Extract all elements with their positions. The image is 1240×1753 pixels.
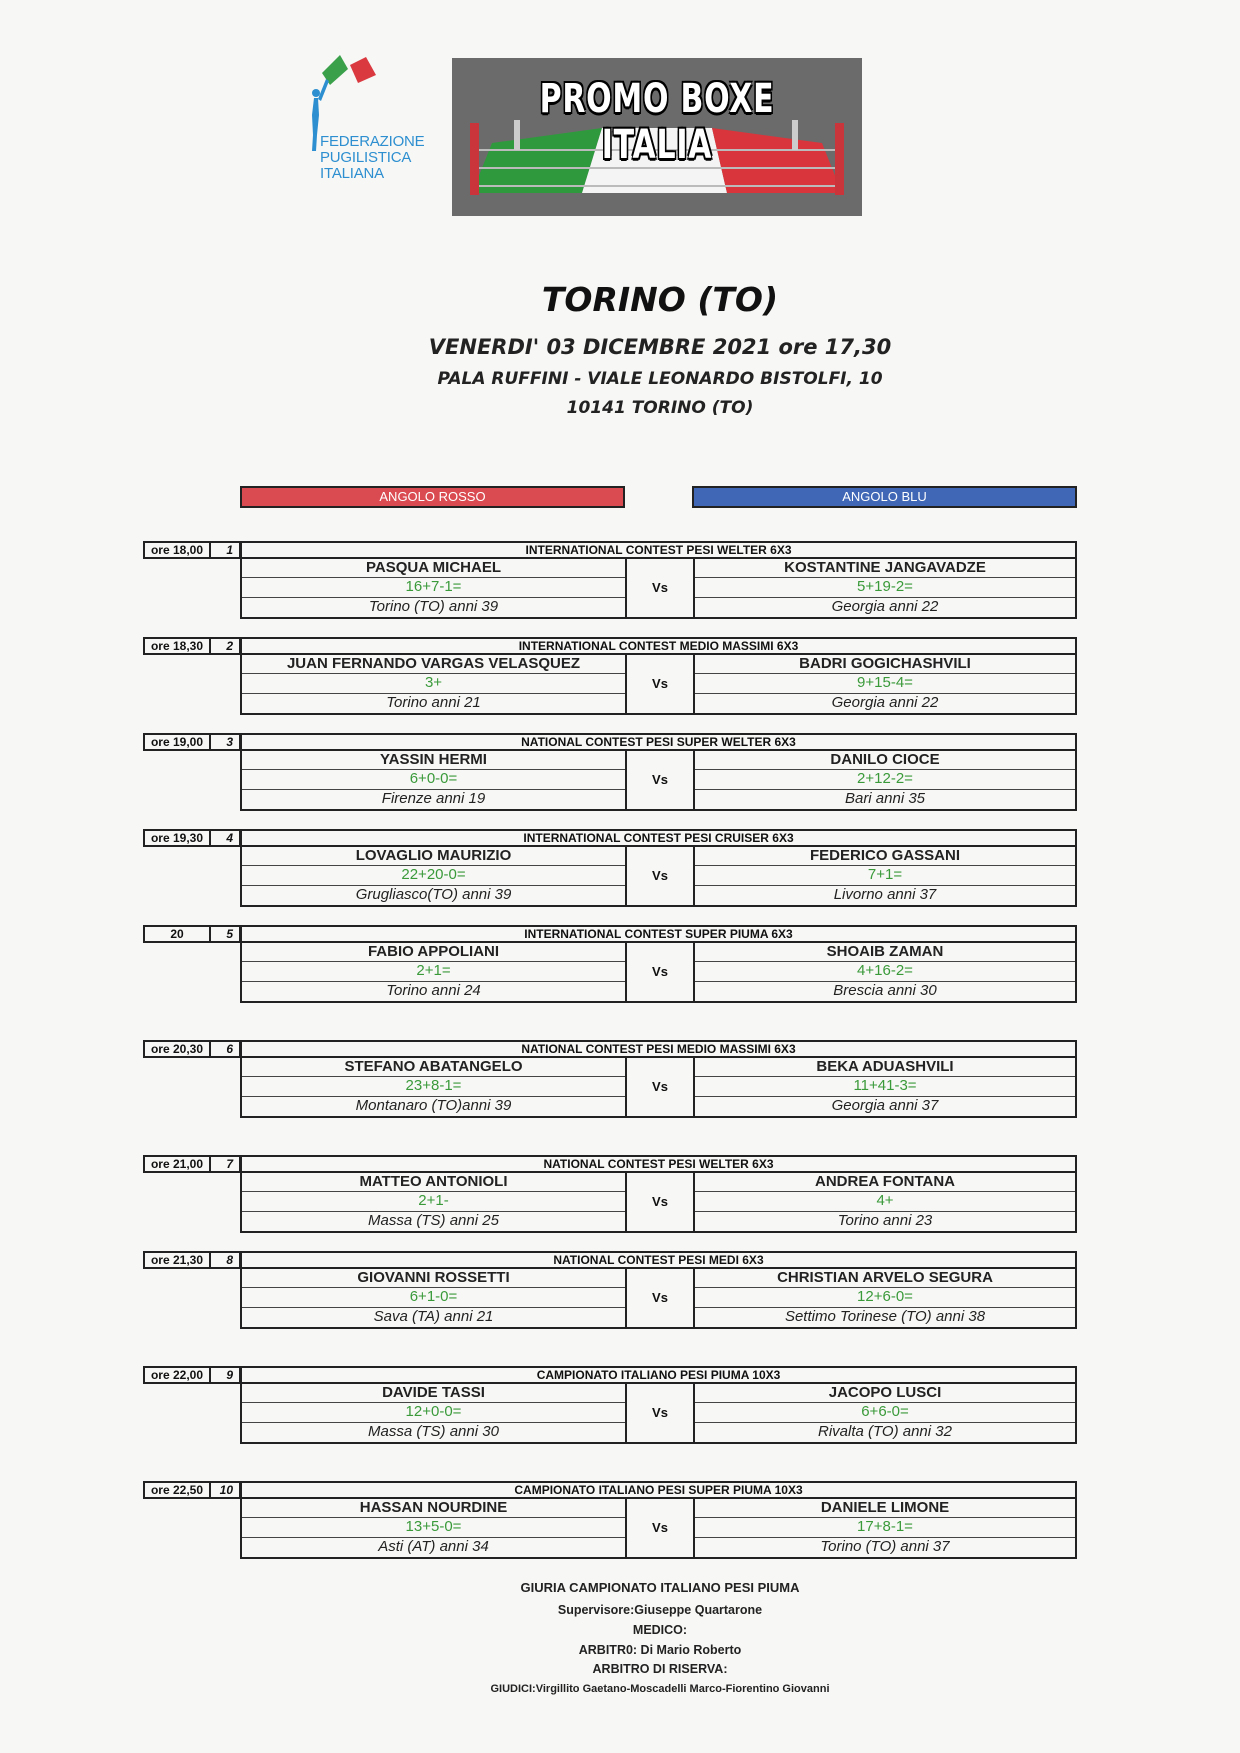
fighter-name: HASSAN NOURDINE: [242, 1499, 625, 1518]
fpi-text-line: ITALIANA: [320, 165, 384, 182]
red-fighter: [242, 1058, 627, 1116]
bout-time: ore 20,30: [143, 1040, 211, 1058]
jury-reserve-referee: ARBITRO DI RISERVA:: [592, 1662, 728, 1676]
fighter-name: LOVAGLIO MAURIZIO: [242, 847, 625, 866]
bout-category: NATIONAL CONTEST PESI SUPER WELTER 6X3: [240, 733, 1077, 751]
fighter-origin: Montanaro (TO)anni 39: [355, 1096, 512, 1114]
vs-label: Vs: [652, 676, 668, 691]
vs-label: Vs: [652, 1290, 668, 1305]
blue-fighter: [693, 655, 1075, 713]
red-fighter: [242, 943, 627, 1001]
blue-fighter: [693, 847, 1075, 905]
bout-time: ore 21,00: [143, 1155, 211, 1173]
red-fighter: [242, 655, 627, 713]
bout-category: CAMPIONATO ITALIANO PESI PIUMA 10X3: [240, 1366, 1077, 1384]
fighter-name: BADRI GOGICHASHVILI: [695, 655, 1075, 674]
bout-row: [143, 1481, 1077, 1561]
bout-row: [143, 1366, 1077, 1446]
bout-category: NATIONAL CONTEST PESI WELTER 6X3: [240, 1155, 1077, 1173]
jury-referee: ARBITR0: Di Mario Roberto: [578, 1643, 742, 1657]
fighter-name: MATTEO ANTONIOLI: [242, 1173, 625, 1192]
fighter-origin: Georgia anni 22: [831, 693, 939, 711]
fighter-name: PASQUA MICHAEL: [242, 559, 625, 578]
red-fighter: [242, 847, 627, 905]
blue-fighter: [693, 1499, 1075, 1557]
fighter-record: 16+7-1=: [242, 578, 625, 597]
vs-label: Vs: [652, 1079, 668, 1094]
bout-row: [143, 1251, 1077, 1331]
blue-fighter: [693, 943, 1075, 1001]
event-date: VENERDI' 03 DICEMBRE 2021 ore 17,30: [428, 335, 892, 359]
bout-number: 2: [209, 637, 241, 655]
bout-category: CAMPIONATO ITALIANO PESI SUPER PIUMA 10X3: [240, 1481, 1077, 1499]
fpi-text-line: PUGILISTICA: [320, 149, 412, 166]
bout-row: [143, 1155, 1077, 1235]
bout-time: ore 22,00: [143, 1366, 211, 1384]
bout-row: [143, 925, 1077, 1005]
bout-time: ore 18,30: [143, 637, 211, 655]
bout-number: 10: [209, 1481, 241, 1499]
fighter-record: 7+1=: [695, 866, 1075, 885]
bout-grid: [240, 1171, 1077, 1233]
bout-grid: [240, 845, 1077, 907]
bout-time: ore 18,00: [143, 541, 211, 559]
fighter-origin: Livorno anni 37: [833, 885, 937, 903]
vs-label: Vs: [652, 580, 668, 595]
fighter-origin: Rivalta (TO) anni 32: [818, 1422, 952, 1440]
fighter-record: 22+20-0=: [242, 866, 625, 885]
jury-title: GIURIA CAMPIONATO ITALIANO PESI PIUMA: [520, 1580, 800, 1595]
bout-category: NATIONAL CONTEST PESI MEDI 6X3: [240, 1251, 1077, 1269]
fighter-record: 3+: [242, 674, 625, 693]
bout-grid: [240, 653, 1077, 715]
fighter-record: 4+16-2=: [695, 962, 1075, 981]
fighter-origin: Firenze anni 19: [381, 789, 486, 807]
fighter-name: DANIELE LIMONE: [695, 1499, 1075, 1518]
blue-fighter: [693, 1058, 1075, 1116]
fighter-name: KOSTANTINE JANGAVADZE: [695, 559, 1075, 578]
fighter-name: FABIO APPOLIANI: [242, 943, 625, 962]
blue-fighter: [693, 1384, 1075, 1442]
fighter-name: ANDREA FONTANA: [695, 1173, 1075, 1192]
fighter-record: 12+0-0=: [242, 1403, 625, 1422]
pbi-title: PROMO BOXE ITALIA: [539, 76, 775, 168]
fighter-record: 2+1-: [242, 1192, 625, 1211]
fighter-record: 6+0-0=: [242, 770, 625, 789]
bout-number: 1: [209, 541, 241, 559]
fighter-name: YASSIN HERMI: [242, 751, 625, 770]
fighter-name: FEDERICO GASSANI: [695, 847, 1075, 866]
fighter-record: 13+5-0=: [242, 1518, 625, 1537]
bout-category: NATIONAL CONTEST PESI MEDIO MASSIMI 6X3: [240, 1040, 1077, 1058]
bout-number: 3: [209, 733, 241, 751]
vs-label: Vs: [652, 1194, 668, 1209]
fpi-text-line: FEDERAZIONE: [320, 133, 425, 150]
fighter-origin: Georgia anni 37: [831, 1096, 939, 1114]
vs-label: Vs: [652, 868, 668, 883]
fighter-origin: Massa (TS) anni 30: [368, 1422, 499, 1440]
red-fighter: [242, 1173, 627, 1231]
fighter-record: 2+1=: [242, 962, 625, 981]
promo-boxe-italia-logo: [452, 58, 862, 216]
red-fighter: [242, 1384, 627, 1442]
bout-grid: [240, 1056, 1077, 1118]
fighter-name: DAVIDE TASSI: [242, 1384, 625, 1403]
fighter-origin: Torino (TO) anni 37: [820, 1537, 950, 1555]
bout-grid: [240, 749, 1077, 811]
blue-fighter: [693, 751, 1075, 809]
blue-corner-label: ANGOLO BLU: [692, 486, 1077, 508]
bout-number: 4: [209, 829, 241, 847]
fighter-record: 4+: [695, 1192, 1075, 1211]
bout-time: ore 19,00: [143, 733, 211, 751]
event-title: TORINO (TO): [541, 280, 779, 319]
bout-time: 20: [143, 925, 211, 943]
fighter-record: 17+8-1=: [695, 1518, 1075, 1537]
fighter-origin: Georgia anni 22: [831, 597, 939, 615]
bout-row: [143, 733, 1077, 813]
blue-fighter: [693, 1173, 1075, 1231]
bout-category: INTERNATIONAL CONTEST MEDIO MASSIMI 6X3: [240, 637, 1077, 655]
bout-grid: [240, 1267, 1077, 1329]
vs-label: Vs: [652, 1520, 668, 1535]
fighter-record: 12+6-0=: [695, 1288, 1075, 1307]
blue-fighter: [693, 1269, 1075, 1327]
fighter-record: 5+19-2=: [695, 578, 1075, 597]
vs-label: Vs: [652, 772, 668, 787]
bout-grid: [240, 1382, 1077, 1444]
red-fighter: [242, 1499, 627, 1557]
red-fighter: [242, 1269, 627, 1327]
fighter-origin: Bari anni 35: [844, 789, 926, 807]
fighter-name: BEKA ADUASHVILI: [695, 1058, 1075, 1077]
fighter-origin: Asti (AT) anni 34: [378, 1537, 489, 1555]
jury-supervisor: Supervisore:Giuseppe Quartarone: [557, 1603, 763, 1617]
fighter-record: 11+41-3=: [695, 1077, 1075, 1096]
bout-category: INTERNATIONAL CONTEST SUPER PIUMA 6X3: [240, 925, 1077, 943]
fighter-origin: Settimo Torinese (TO) anni 38: [784, 1307, 986, 1325]
bout-number: 6: [209, 1040, 241, 1058]
fighter-record: 6+1-0=: [242, 1288, 625, 1307]
fighter-origin: Brescia anni 30: [833, 981, 937, 999]
bout-number: 7: [209, 1155, 241, 1173]
fighter-name: DANILO CIOCE: [695, 751, 1075, 770]
fpi-logo-text: [320, 134, 424, 182]
event-venue: PALA RUFFINI - VIALE LEONARDO BISTOLFI, 10: [437, 369, 883, 389]
fighter-origin: Torino anni 21: [386, 693, 481, 711]
bout-number: 9: [209, 1366, 241, 1384]
bout-grid: [240, 1497, 1077, 1559]
fighter-origin: Torino anni 24: [386, 981, 481, 999]
fighter-name: JUAN FERNANDO VARGAS VELASQUEZ: [242, 655, 625, 674]
jury-doctor: MEDICO:: [632, 1623, 688, 1637]
bout-time: ore 19,30: [143, 829, 211, 847]
fighter-name: STEFANO ABATANGELO: [242, 1058, 625, 1077]
fighter-origin: Torino anni 23: [837, 1211, 933, 1229]
bout-number: 8: [209, 1251, 241, 1269]
vs-label: Vs: [652, 1405, 668, 1420]
bout-row: [143, 637, 1077, 717]
event-city: 10141 TORINO (TO): [566, 398, 754, 418]
bout-category: INTERNATIONAL CONTEST PESI WELTER 6X3: [240, 541, 1077, 559]
bout-number: 5: [209, 925, 241, 943]
fighter-name: CHRISTIAN ARVELO SEGURA: [695, 1269, 1075, 1288]
fighter-name: JACOPO LUSCI: [695, 1384, 1075, 1403]
fighter-origin: Massa (TS) anni 25: [368, 1211, 499, 1229]
fighter-origin: Grugliasco(TO) anni 39: [355, 885, 512, 903]
bout-grid: [240, 557, 1077, 619]
red-corner-label: ANGOLO ROSSO: [240, 486, 625, 508]
red-fighter: [242, 751, 627, 809]
fighter-origin: Sava (TA) anni 21: [373, 1307, 494, 1325]
bout-time: ore 22,50: [143, 1481, 211, 1499]
blue-fighter: [693, 559, 1075, 617]
red-fighter: [242, 559, 627, 617]
jury-judges: GIUDICI:Virgillito Gaetano-Moscadelli Marco-Fiorentino Giovanni: [490, 1683, 830, 1695]
bout-category: INTERNATIONAL CONTEST PESI CRUISER 6X3: [240, 829, 1077, 847]
fighter-record: 23+8-1=: [242, 1077, 625, 1096]
bout-row: [143, 1040, 1077, 1120]
bout-time: ore 21,30: [143, 1251, 211, 1269]
fighter-record: 6+6-0=: [695, 1403, 1075, 1422]
fighter-name: SHOAIB ZAMAN: [695, 943, 1075, 962]
bout-row: [143, 541, 1077, 621]
fighter-origin: Torino (TO) anni 39: [368, 597, 499, 615]
bout-grid: [240, 941, 1077, 1003]
fighter-record: 9+15-4=: [695, 674, 1075, 693]
fighter-name: GIOVANNI ROSSETTI: [242, 1269, 625, 1288]
bout-row: [143, 829, 1077, 909]
vs-label: Vs: [652, 964, 668, 979]
fighter-record: 2+12-2=: [695, 770, 1075, 789]
